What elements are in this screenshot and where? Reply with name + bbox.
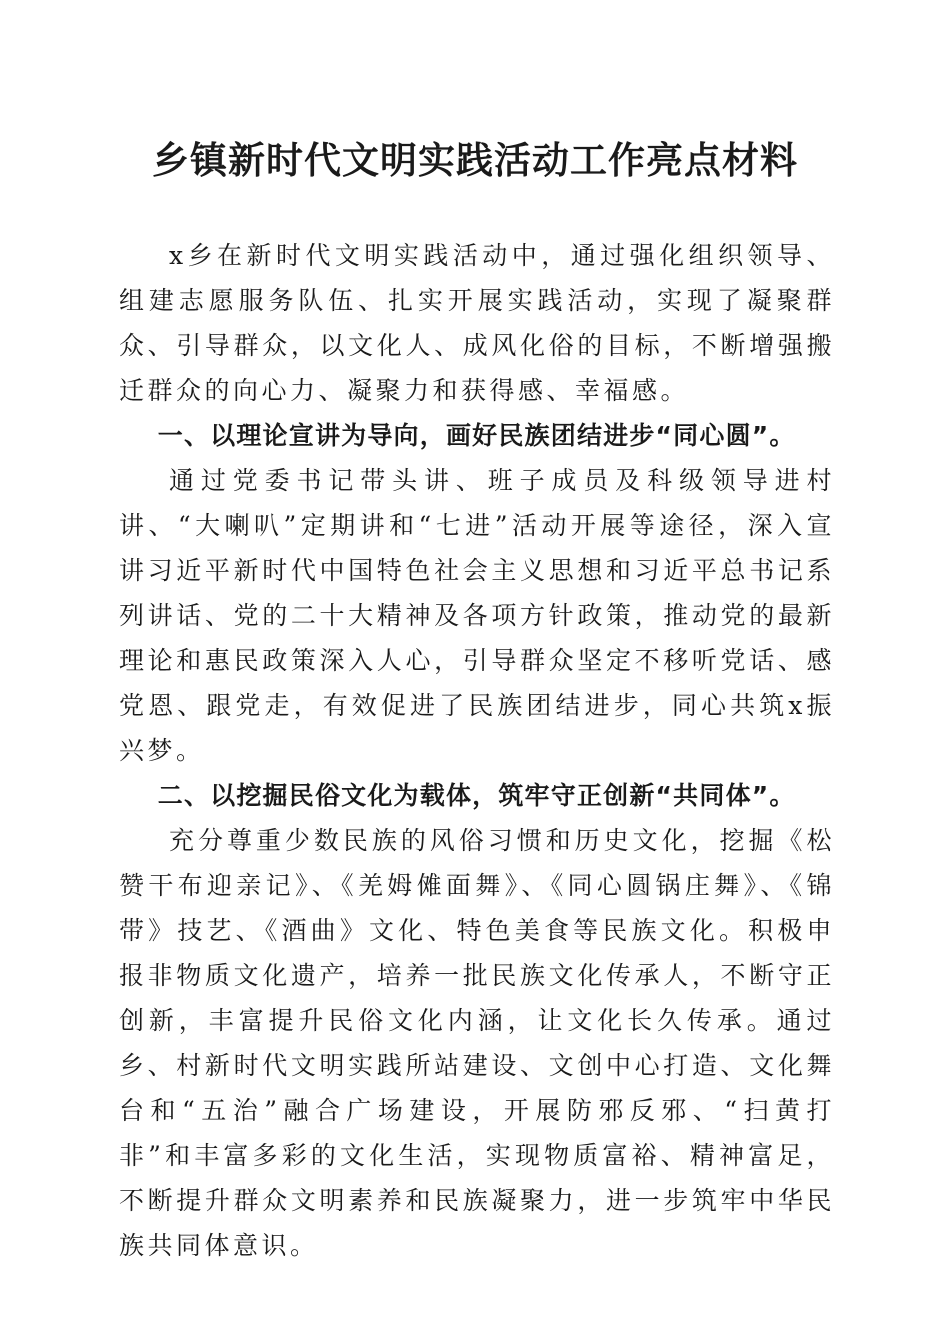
section-paragraph-1: 通过党委书记带头讲、班子成员及科级领导进村讲、“大喇叭”定期讲和“七进”活动开展等途径，深入宣讲习近平新时代中国特色社会主义思想和习近平总书记系列讲话、党的二十大精神及各项方针政策，推动党的最新理论和惠民政策深入人心，引导群众坚定不移听党话、感党恩、跟党走，有效促进了民族团结进步，同心共筑x振兴梦。 [119, 466, 835, 765]
section-heading-1: 一、以理论宣讲为导向，画好民族团结进步“同心圆”。 [157, 421, 796, 450]
section-heading-2: 二、以挖掘民俗文化为载体，筑牢守正创新“共同体”。 [157, 781, 796, 810]
intro-paragraph: x乡在新时代文明实践活动中，通过强化组织领导、组建志愿服务队伍、扎实开展实践活动，实现了凝聚群众、引导群众，以文化人、成风化俗的目标，不断增强搬迁群众的向心力、凝聚力和获得感、幸福感。 [119, 241, 835, 405]
document-body [119, 233, 835, 1268]
document-title: 乡镇新时代文明实践活动工作亮点材料 [152, 138, 798, 182]
section-paragraph-2: 充分尊重少数民族的风俗习惯和历史文化，挖掘《松赞干布迎亲记》、《羌姆傩面舞》、《同心圆锅庄舞》、《锦带》技艺、《酒曲》文化、特色美食等民族文化。积极申报非物质文化遗产，培养一批民族文化传承人，不断守正创新，丰富提升民俗文化内涵，让文化长久传承。通过乡、村新时代文明实践所站建设、文创中心打造、文化舞台和“五治”融合广场建设，开展防邪反邪、“扫黄打非”和丰富多彩的文化生活，实现物质富裕、精神富足，不断提升群众文明素养和民族凝聚力，进一步筑牢中华民族共同体意识。 [119, 826, 835, 1260]
